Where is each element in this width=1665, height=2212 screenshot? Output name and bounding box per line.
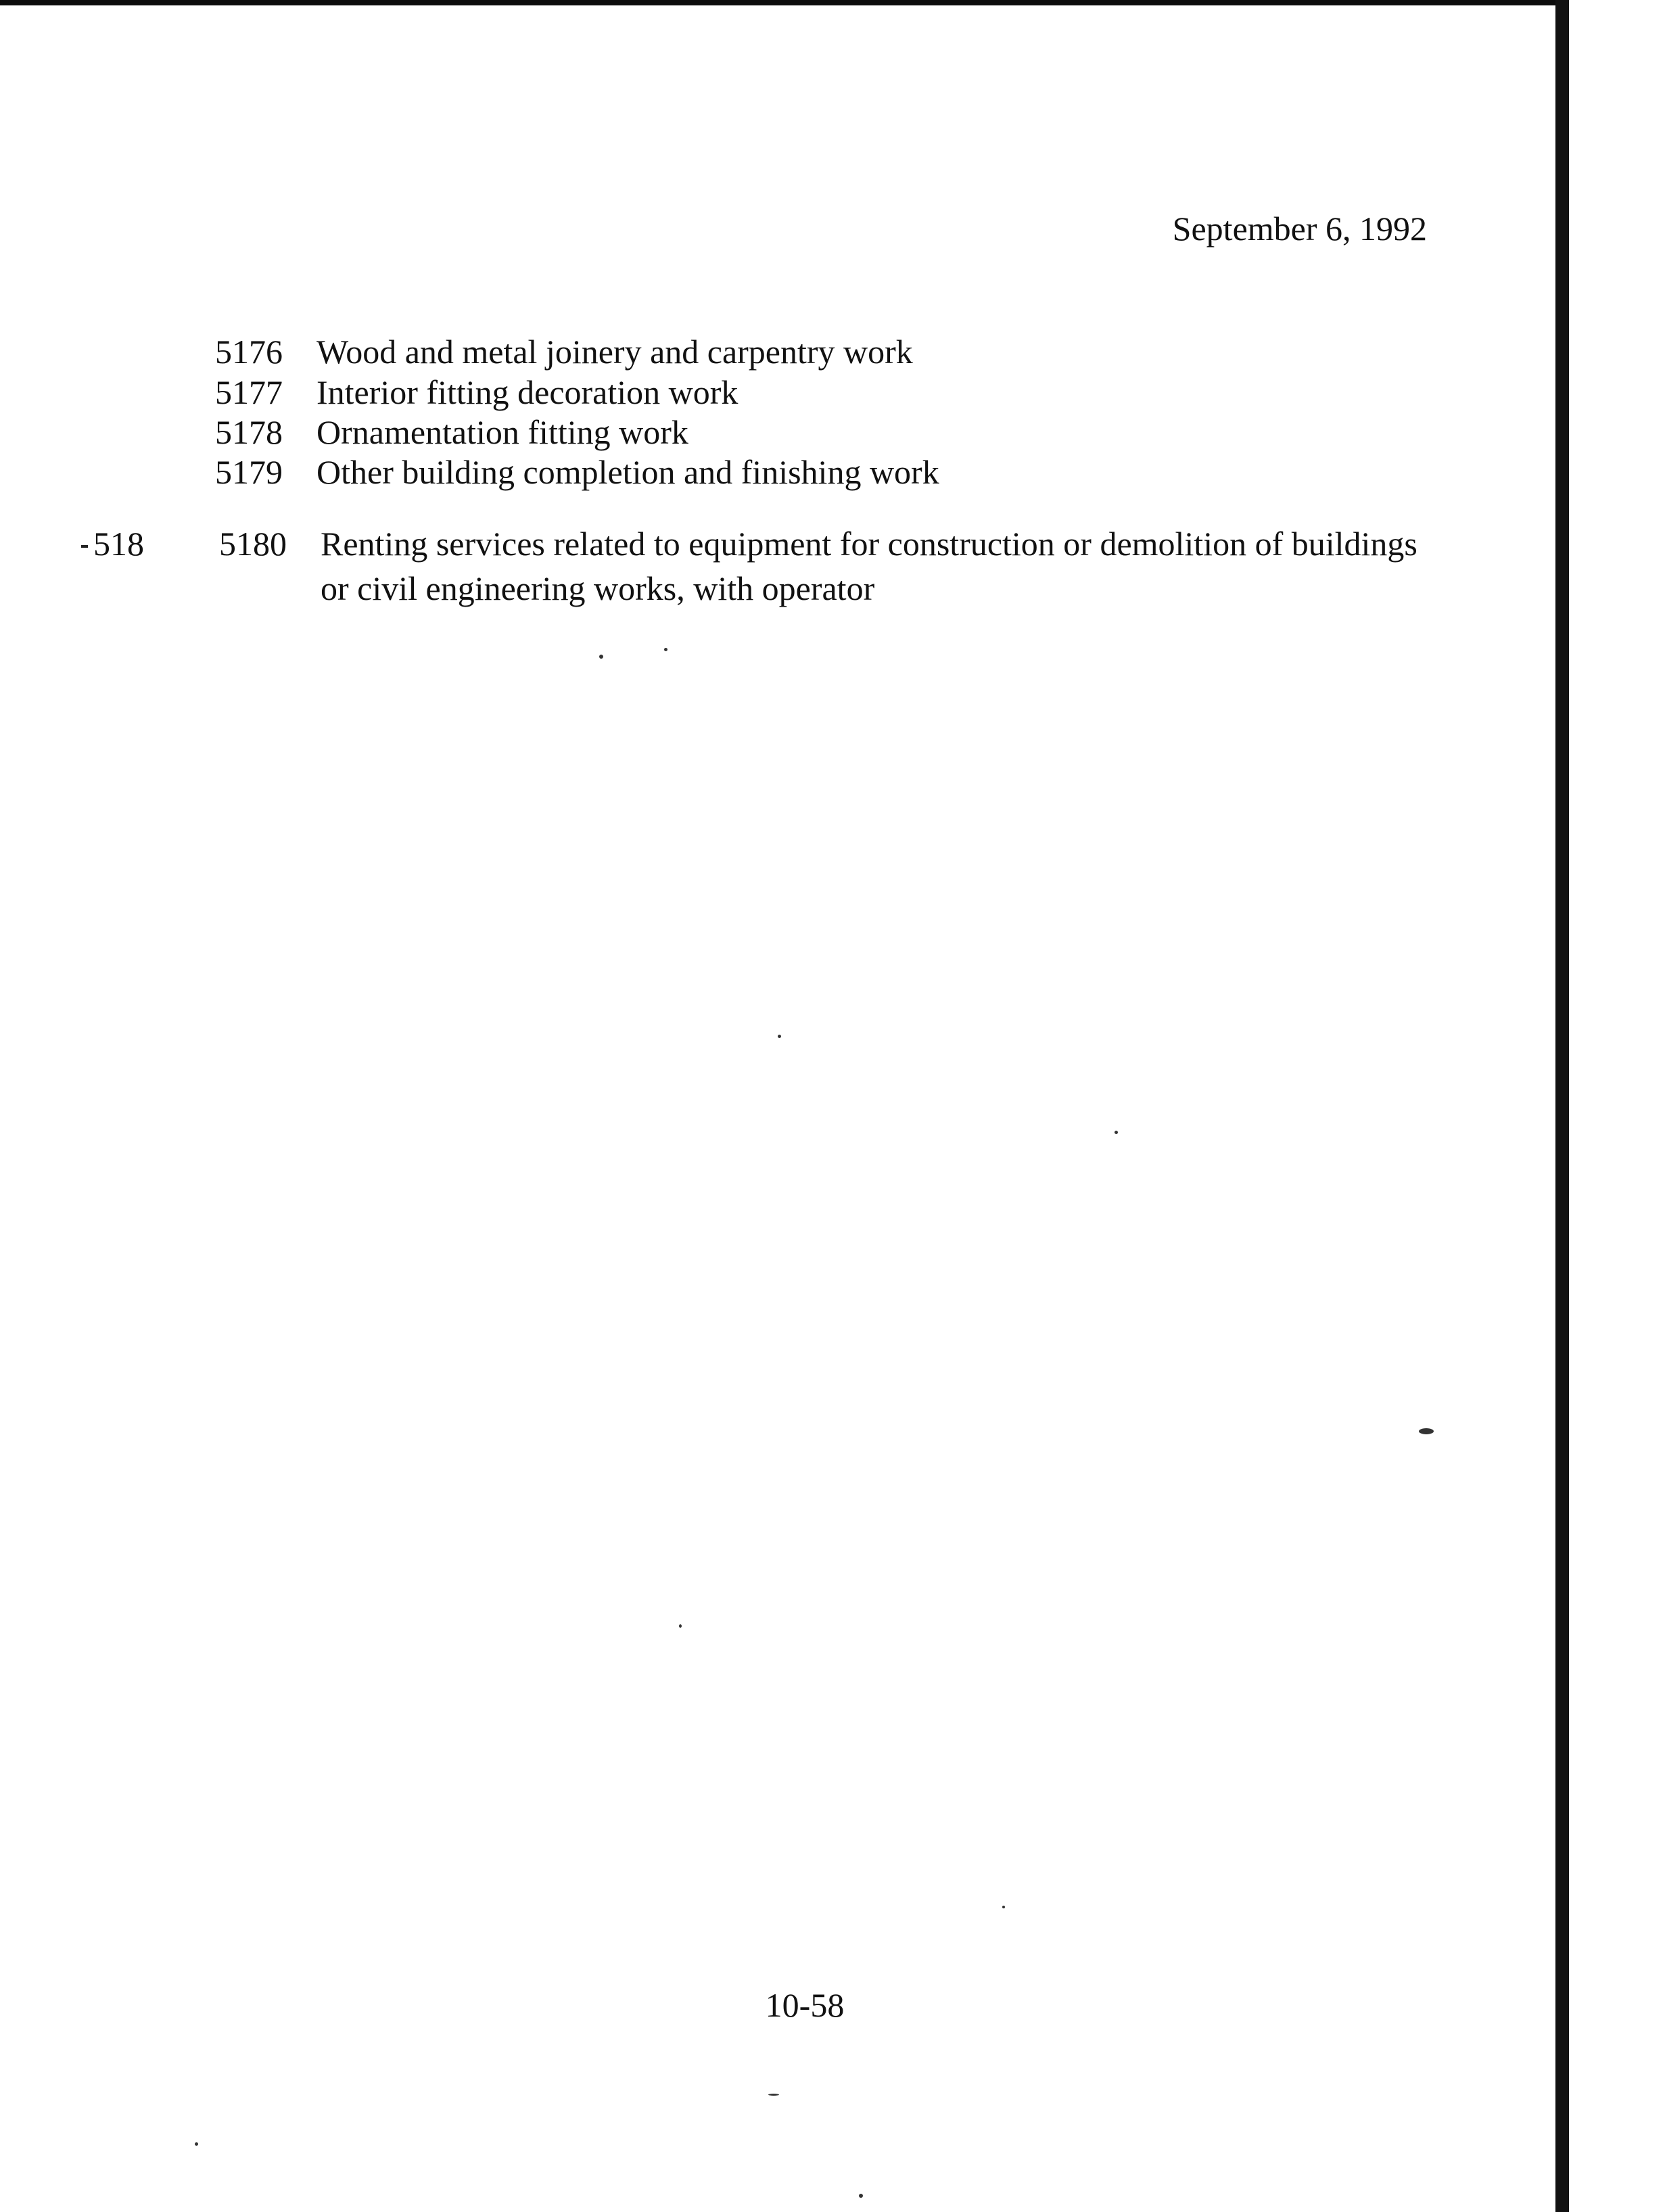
entry-description: Wood and metal joinery and carpentry work	[316, 333, 913, 371]
group-code: 518	[93, 525, 144, 563]
entry-code: 5178	[215, 413, 283, 451]
margin-dash-mark	[81, 545, 88, 548]
scan-speck	[768, 2094, 779, 2096]
entry-description-line-2: or civil engineering works, with operator	[321, 569, 875, 607]
scan-speck	[599, 655, 603, 659]
scan-speck	[195, 2142, 198, 2146]
entry-description: Ornamentation fitting work	[316, 413, 688, 451]
entry-code: 5177	[215, 373, 283, 411]
page-margin-right	[1569, 0, 1665, 2212]
entry-code: 5180	[219, 525, 287, 563]
scan-speck	[1002, 1906, 1005, 1908]
entry-description-line-1: Renting services related to equipment for construction or demolition of buildings	[321, 525, 1417, 563]
entry-description: Other building completion and finishing work	[316, 453, 939, 491]
page-binding-edge	[1555, 0, 1569, 2212]
entry-code: 5179	[215, 453, 283, 491]
scan-speck	[679, 1624, 682, 1628]
document-date: September 6, 1992	[1172, 210, 1427, 248]
scan-speck	[859, 2194, 863, 2198]
scan-speck	[664, 648, 667, 651]
top-edge-rule	[0, 0, 1665, 5]
page-number: 10-58	[765, 1986, 845, 2024]
scan-speck	[1115, 1131, 1118, 1134]
entry-code: 5176	[215, 333, 283, 371]
scan-speck	[778, 1035, 781, 1038]
scan-speck	[1419, 1428, 1434, 1434]
entry-description: Interior fitting decoration work	[316, 373, 738, 411]
